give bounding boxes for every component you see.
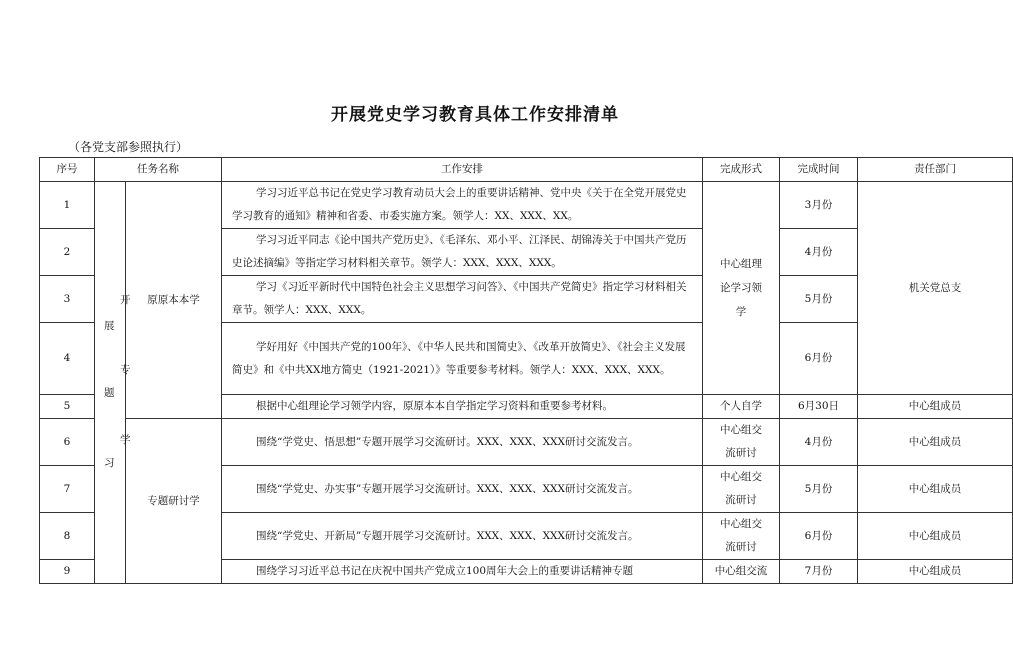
- row-no: 8: [40, 513, 95, 560]
- category-char: 题: [104, 387, 115, 399]
- row-no: 1: [40, 182, 95, 229]
- row-no: 2: [40, 229, 95, 276]
- row-time: 4月份: [780, 229, 858, 276]
- category-char: 展: [104, 320, 115, 332]
- header-arrangement: 工作安排: [222, 158, 703, 182]
- row-arrangement: 学习习近平同志《论中国共产党历史》、《毛泽东、邓小平、江泽民、胡锦涛关于中国共产党历史论述摘编》等指定学习材料相关章节。领学人：XXX、XXX、XXX。: [222, 229, 703, 276]
- category-cell: [95, 182, 126, 584]
- row-no: 9: [40, 560, 95, 584]
- row-dept: 中心组成员: [858, 466, 1013, 513]
- row-no: 4: [40, 323, 95, 395]
- category-char: 学: [120, 434, 131, 446]
- form-merged: 中心组理论学习领学: [703, 182, 780, 395]
- document-title: 开展党史学习教育具体工作安排清单: [331, 105, 619, 125]
- row-no: 7: [40, 466, 95, 513]
- group-special-seminar: 专题研讨学: [126, 419, 222, 584]
- row-time: 6月30日: [780, 395, 858, 419]
- row-arrangement: 学习习近平总书记在党史学习教育动员大会上的重要讲话精神、党中央《关于在全党开展党史学习教育的通知》精神和省委、市委实施方案。领学人：XX、XXX、XX。: [222, 182, 703, 229]
- header-dept: 责任部门: [858, 158, 1013, 182]
- row-form: 个人自学: [703, 395, 780, 419]
- row-arrangement: 围绕“学党史、悟思想”专题开展学习交流研讨。XXX、XXX、XXX研讨交流发言。: [222, 419, 703, 466]
- row-form: 中心组交流: [703, 560, 780, 584]
- row-arrangement: 围绕“学党史、办实事”专题开展学习交流研讨。XXX、XXX、XXX研讨交流发言。: [222, 466, 703, 513]
- dept-merged: 机关党总支: [858, 182, 1013, 395]
- table-row: [40, 419, 1013, 466]
- row-arrangement: 学好用好《中国共产党的100年》、《中华人民共和国简史》、《改革开放简史》、《社会主义发展简史》和《中共XX地方简史（1921-2021）》等重要参考材料。领学人：XXX、XXX、XXX。: [222, 323, 703, 395]
- row-time: 3月份: [780, 182, 858, 229]
- header-time: 完成时间: [780, 158, 858, 182]
- header-form: 完成形式: [703, 158, 780, 182]
- group-original-reading: 原原本本学: [126, 182, 222, 419]
- header-no: 序号: [40, 158, 95, 182]
- row-time: 6月份: [780, 323, 858, 395]
- row-time: 5月份: [780, 466, 858, 513]
- row-arrangement: 围绕“学党史、开新局”专题开展学习交流研讨。XXX、XXX、XXX研讨交流发言。: [222, 513, 703, 560]
- row-no: 6: [40, 419, 95, 466]
- header-task: 任务名称: [95, 158, 222, 182]
- row-arrangement: 学习《习近平新时代中国特色社会主义思想学习问答》、《中国共产党简史》指定学习材料相关章节。领学人：XXX、XXX。: [222, 276, 703, 323]
- row-arrangement: 根据中心组理论学习领学内容，原原本本自学指定学习资料和重要参考材料。: [222, 395, 703, 419]
- row-no: 5: [40, 395, 95, 419]
- row-arrangement: 围绕学习习近平总书记在庆祝中国共产党成立100周年大会上的重要讲话精神专题: [222, 560, 703, 584]
- row-dept: 中心组成员: [858, 419, 1013, 466]
- document-subtitle: （各党支部参照执行）: [68, 140, 189, 154]
- row-time: 4月份: [780, 419, 858, 466]
- header-row: [40, 158, 1013, 182]
- row-no: 3: [40, 276, 95, 323]
- row-form: 中心组交流研讨: [703, 466, 780, 513]
- category-char: 开: [120, 294, 131, 306]
- row-form: 中心组交流研讨: [703, 419, 780, 466]
- work-arrangement-table: [39, 157, 1013, 584]
- row-dept: 中心组成员: [858, 560, 1013, 584]
- row-dept: 中心组成员: [858, 513, 1013, 560]
- row-time: 6月份: [780, 513, 858, 560]
- table-row: [40, 182, 1013, 229]
- category-char: 习: [104, 457, 115, 469]
- row-time: 7月份: [780, 560, 858, 584]
- row-dept: 中心组成员: [858, 395, 1013, 419]
- row-time: 5月份: [780, 276, 858, 323]
- row-form: 中心组交流研讨: [703, 513, 780, 560]
- category-char: 专: [120, 364, 131, 376]
